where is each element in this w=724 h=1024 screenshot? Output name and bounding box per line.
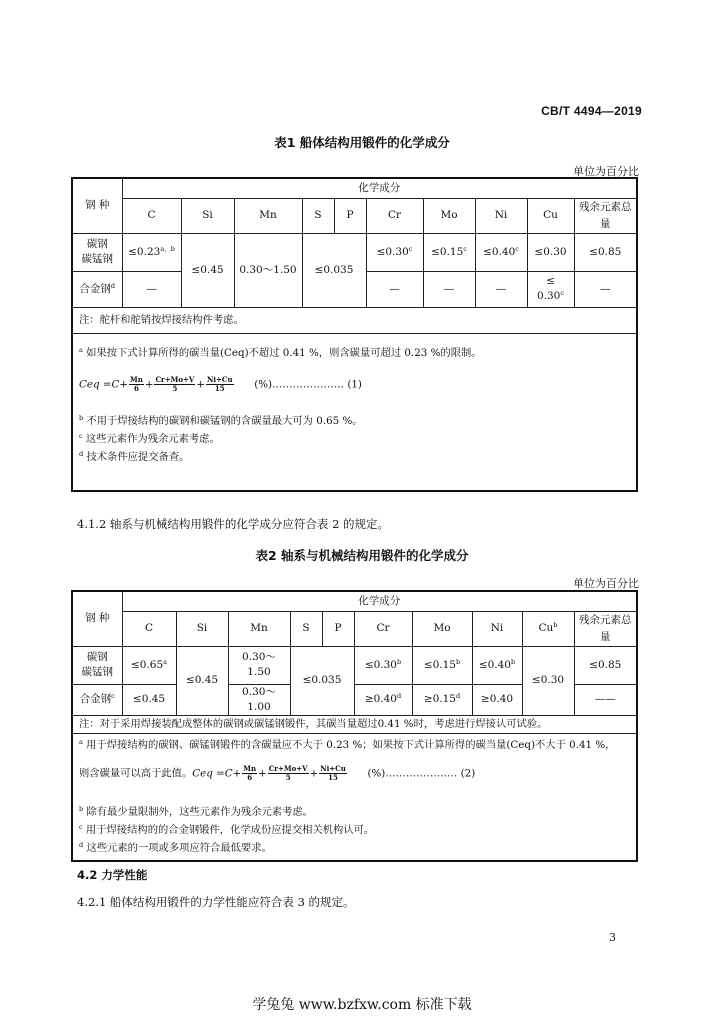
cell: ≥0.40$^d$ [354, 684, 412, 715]
col-chem-group: 化学成分 [122, 591, 637, 611]
row-carbon-steel-label: 碳钢 碳锰钢 [72, 646, 122, 684]
col-cu: Cu [527, 198, 574, 233]
col-chem-group: 化学成分 [122, 178, 637, 198]
cell: ≤0.85 [574, 646, 637, 684]
section-4-2-heading: 4.2 力学性能 [77, 868, 148, 882]
col-residual: 残余元素总量 [574, 611, 637, 646]
table2-footnotes: $^a$ 用于焊接结构的碳钢、碳锰钢锻件的含碳量应不大于 0.23 %；如果按下式计算所得的碳当量(Ceq)不大于 0.41 %， 则含碳量可以高于此值。Ceq =C+ $\frac{Mn}{6}$ + $\frac{Cr+Mo+V}{5}$ + $\frac{Ni+Cu}{15}$ (%)………………… (2) $^b$ 除有最少量限制外，这些元素作为残余元素考虑。 $^c$ 用于焊接结构的的合金钢锻件，化学成份应提交相关机构认可。 $^d$ 这些元素的一项或多项应符合最低要求。 [72, 733, 637, 861]
col-c: C [122, 611, 176, 646]
cell: ≤0.30 [522, 646, 574, 715]
table1-unit: 单位为百分比 [573, 165, 639, 178]
col-s: S [290, 611, 322, 646]
col-mo: Mo [423, 198, 475, 233]
cell: — [366, 271, 423, 307]
col-si: Si [176, 611, 228, 646]
cell: ≤0.85 [574, 233, 637, 271]
col-mn: Mn [228, 611, 290, 646]
cell: ≤0.15$^b$ [412, 646, 472, 684]
col-mn: Mn [234, 198, 302, 233]
cell: ≤0.30$^b$ [354, 646, 412, 684]
col-steel-type: 钢 种 [72, 591, 122, 646]
col-p: P [334, 198, 366, 233]
col-mo: Mo [412, 611, 472, 646]
cell: ≤ 0.30$^c$ [527, 271, 574, 307]
row-carbon-steel-label: 碳钢 碳锰钢 [72, 233, 122, 271]
table1 [71, 177, 638, 492]
cell: ≤0.45 [176, 646, 228, 715]
table1-title: 表1 船体结构用锻件的化学成分 [274, 135, 450, 150]
col-steel-type: 钢 种 [72, 178, 122, 233]
col-cr: Cr [366, 198, 423, 233]
cell: — [475, 271, 527, 307]
para-4-2-1: 4.2.1 船体结构用锻件的力学性能应符合表 3 的规定。 [77, 895, 355, 909]
col-cu: Cu$^b$ [522, 611, 574, 646]
footer-watermark: 学兔兔 www.bzfxw.com 标准下载 [252, 997, 472, 1013]
table1-footnotes: $^a$ 如果按下式计算所得的碳当量(Ceq)不超过 0.41 %，则含碳量可超过 0.23 %的限制。 Ceq =C+ $\frac{Mn}{6}$ + $\frac{Cr+Mo+V}{5}$ + $\frac{Ni+Cu}{15}$ (%)………………… (1) $^b$ 不用于焊接结构的碳钢和碳锰钢的含碳量最大可为 0.65 %。 $^c$ 这些元素作为残余元素考虑。 $^d$ 技术条件应提交备查。 [72, 333, 637, 491]
cell: ≤0.65$^a$ [122, 646, 176, 684]
cell: —— [574, 684, 637, 715]
table2 [71, 590, 638, 862]
cell: ≤0.30$^c$ [366, 233, 423, 271]
cell: ≤0.035 [290, 646, 354, 715]
cell: 0.30～1.00 [228, 684, 290, 715]
col-residual: 残余元素总量 [574, 198, 637, 233]
col-c: C [122, 198, 181, 233]
cell: 0.30～1.50 [228, 646, 290, 684]
cell: $\le 0.23^{a、b}$ [122, 233, 181, 271]
cell: ≤0.45 [122, 684, 176, 715]
cell: ≤0.30 [527, 233, 574, 271]
col-ni: Ni [475, 198, 527, 233]
col-s: S [302, 198, 334, 233]
table2-note: 注：对于采用焊接装配成整体的碳钢或碳锰钢锻件，其碳当量超过0.41 %时，考虑进行焊接认可试验。 [72, 715, 637, 733]
page-number: 3 [609, 931, 616, 944]
col-cr: Cr [354, 611, 412, 646]
cell: ≥0.40 [472, 684, 522, 715]
row-alloy-steel-label: 合金钢$^c$ [72, 684, 122, 715]
cell: — [122, 271, 181, 307]
standard-code: CB/T 4494—2019 [541, 104, 642, 118]
cell: ≤0.40$^b$ [472, 646, 522, 684]
cell: — [423, 271, 475, 307]
table2-unit: 单位为百分比 [573, 577, 639, 590]
cell: ≤0.15$^c$ [423, 233, 475, 271]
table1-note: 注：舵杆和舵销按焊接结构件考虑。 [72, 307, 637, 333]
cell: 0.30～1.50 [234, 233, 302, 307]
para-4-1-2: 4.1.2 轴系与机械结构用锻件的化学成分应符合表 2 的规定。 [77, 517, 390, 531]
col-p: P [322, 611, 354, 646]
cell: — [574, 271, 637, 307]
col-si: Si [181, 198, 234, 233]
cell: ≥0.15$^d$ [412, 684, 472, 715]
cell: ≤0.035 [302, 233, 366, 307]
table2-title: 表2 轴系与机械结构用锻件的化学成分 [255, 548, 469, 563]
col-ni: Ni [472, 611, 522, 646]
row-alloy-steel-label: 合金钢$^d$ [72, 271, 122, 307]
cell: ≤0.40$^c$ [475, 233, 527, 271]
cell: ≤0.45 [181, 233, 234, 307]
